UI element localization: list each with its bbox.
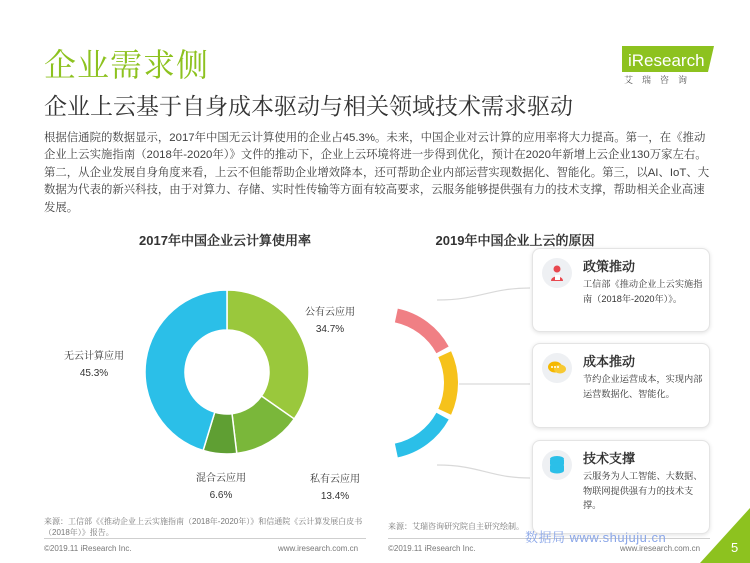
reason-arc-cost: [438, 351, 458, 414]
connector-tech: [437, 465, 530, 478]
copyright-right: ©2019.11 iResearch Inc.: [388, 544, 476, 553]
reason-card-cost: [532, 343, 710, 428]
source-note-left: 来源：工信部《《推动企业上云实施指南（2018年-2020年）》和信通院《云计算发展白皮书（2018年）》报告。: [44, 517, 363, 537]
chart-title: 2017年中国企业云计算使用率: [139, 233, 311, 248]
reasons-title: 2019年中国企业上云的原因: [435, 233, 595, 248]
slice-label-private: 私有云应用 13.4%: [310, 474, 360, 502]
footer-divider: [44, 538, 366, 539]
url-left: www.iresearch.com.cn: [278, 544, 359, 553]
copyright-left: ©2019.11 iResearch Inc.: [44, 544, 132, 553]
person-doc-icon: [542, 258, 572, 288]
page-title: 企业上云基于自身成本驱动与相关领域技术需求驱动: [44, 93, 573, 119]
reason-title: 技术支撑: [583, 451, 636, 466]
reason-card-tech: [532, 440, 710, 534]
database-icon: [542, 450, 572, 480]
corner-decoration: [700, 500, 750, 563]
chat-bubble-icon: [542, 353, 572, 383]
intro-paragraph: 根据信通院的数据显示，2017年中国无云计算使用的企业占45.3%。未来，中国企业对云计算的应用率将大力提高。第一，在《推动企业上云实施指南（2018年-2020年）》文件的推动下，企业上云环境将进一步得到优化，预计在2020年新增上云企业130万家左右。第二，从企业发展自身角度来看，上云不但能帮助企业增效降本，还可帮助企业内部运营实现数据化、智能化。第三，以AI、IoT、大数据为代表的新兴科技，由于对算力、存储、实时性传输等方面有较高要求，云服务能够提供强有力的技术支撑，帮助相关企业高速发展。: [44, 132, 710, 214]
logo-subtitle: 艾瑞咨询: [624, 75, 697, 85]
page-number: 5: [731, 540, 739, 555]
reason-arc-policy: [395, 309, 449, 354]
connector-policy: [437, 288, 530, 300]
reason-title: 成本推动: [583, 354, 636, 369]
reason-arc-tech: [395, 413, 449, 458]
logo-text: iResearch: [628, 51, 705, 70]
slice-label-public: 公有云应用 34.7%: [305, 307, 355, 335]
reason-card-policy: [532, 248, 710, 332]
reason-desc: 节约企业运营成本，实现内部运营数据化、智能化。: [583, 374, 703, 399]
reason-desc: 工信部《推动企业上云实施指南（2018年-2020年）》。: [583, 279, 703, 304]
reason-title: 政策推动: [583, 259, 636, 274]
section-title: 企业需求侧: [44, 47, 210, 83]
slice-label-none: 无云计算应用 45.3%: [64, 351, 124, 379]
reason-desc: 云服务为人工智能、大数据、物联网提供强有力的技术支撑。: [583, 471, 703, 510]
url-right: www.iresearch.com.cn: [620, 544, 701, 553]
watermark: 数据局 www.shujuju.cn: [525, 530, 667, 545]
source-note-right: 来源：艾瑞咨询研究院自主研究绘制。: [388, 522, 524, 531]
slice-label-hybrid: 混合云应用 6.6%: [196, 473, 246, 501]
